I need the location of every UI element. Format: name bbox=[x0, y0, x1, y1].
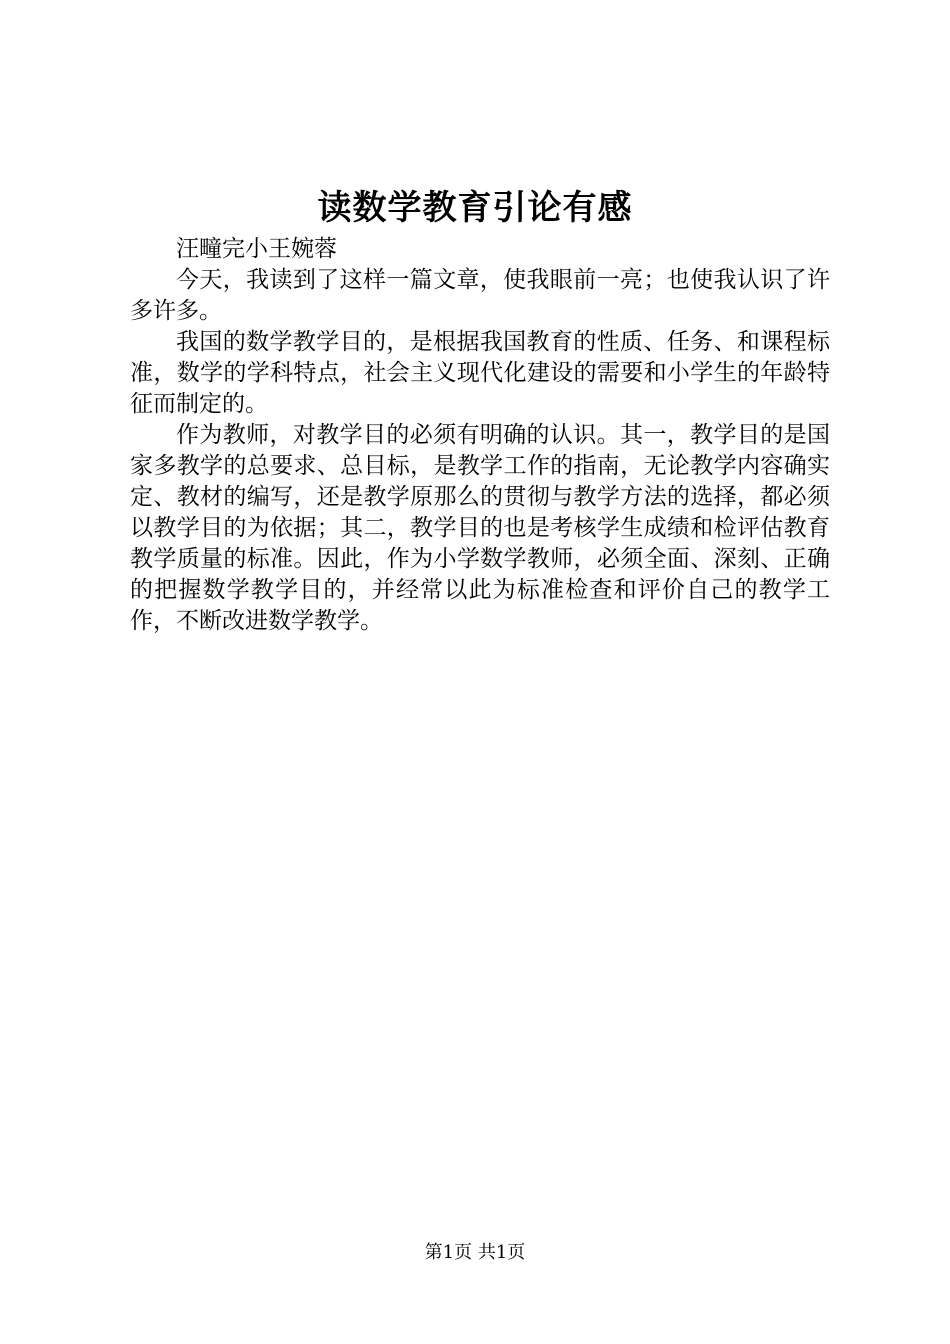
paragraph-3: 作为教师，对教学目的必须有明确的认识。其一，教学目的是国家多教学的总要求、总目标，是教学工作的指南，无论教学内容确实定、教材的编写，还是教学原那么的贯彻与教学方法的选择，都必须以教学目的为依据；其二，教学目的也是考核学生成绩和检评估教育教学质量的标准。因此，作为小学数学教师，必须全面、深刻、正确的把握数学教学目的，并经常以此为标准检查和评价自己的教学工作，不断改进数学教学。 bbox=[130, 422, 830, 634]
page-footer: 第1页 共1页 bbox=[424, 1242, 526, 1263]
paragraph-2: 我国的数学教学目的，是根据我国教育的性质、任务、和课程标准，数学的学科特点，社会主义现代化建设的需要和小学生的年龄特征而制定的。 bbox=[130, 329, 830, 417]
document-title: 读数学教育引论有感 bbox=[317, 188, 633, 228]
paragraph-1: 今天，我读到了这样一篇文章，使我眼前一亮；也使我认识了许多许多。 bbox=[130, 267, 830, 324]
author-line: 汪疃完小王婉蓉 bbox=[176, 236, 337, 262]
document-body bbox=[130, 234, 830, 637]
